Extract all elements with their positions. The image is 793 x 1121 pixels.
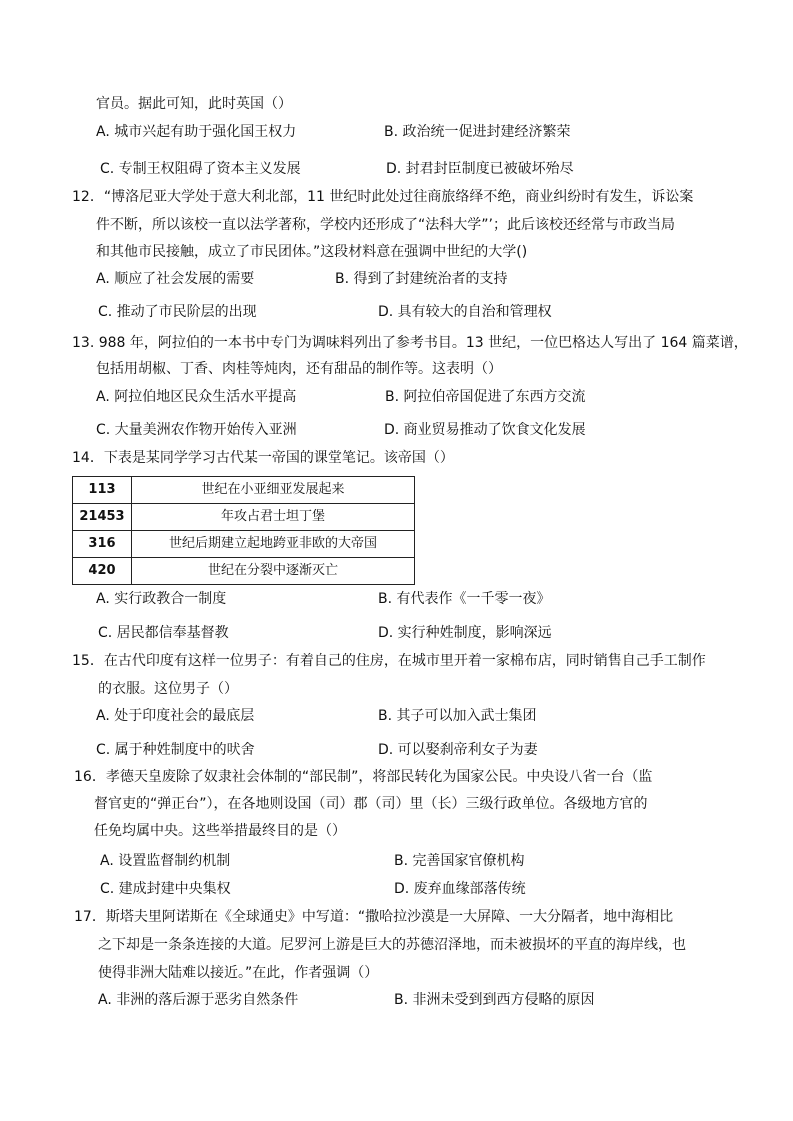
- q16-stem-line-3: 任免均属中央。这些举措最终目的是（）: [94, 823, 346, 839]
- q17-option-a: A. 非洲的落后源于恶劣自然条件: [98, 992, 299, 1008]
- q12-option-c: C. 推动了市民阶层的出现: [98, 304, 257, 320]
- q12-stem-line-3: 和其他市民接触，成立了市民团体。”这段材料意在强调中世纪的大学(): [96, 244, 528, 260]
- q16-option-a: A. 设置监督制约机制: [100, 853, 231, 869]
- q12-option-a: A. 顺应了社会发展的需要: [96, 271, 255, 287]
- q13-stem-line-2: 包括用胡椒、丁香、肉桂等炖肉，还有甜品的制作等。这表明（）: [96, 361, 502, 377]
- q14-option-a: A. 实行政教合一制度: [96, 591, 227, 607]
- q16-option-b: B. 完善国家官僚机构: [394, 853, 525, 869]
- q15-option-c: C. 属于种姓制度中的吠舍: [96, 742, 255, 758]
- q14-option-b: B. 有代表作《一千零一夜》: [378, 591, 551, 607]
- q15-stem-line-1: 15．在古代印度有这样一位男子：有着自己的住房，在城市里开着一家棉布店，同时销售自己手工制作: [72, 653, 706, 669]
- q17-option-b: B. 非洲未受到到西方侵略的原因: [394, 992, 595, 1008]
- table-cell-key: 420: [73, 558, 132, 585]
- q17-stem-line-3: 使得非洲大陆难以接近。”在此，作者强调（）: [98, 965, 379, 981]
- q12-option-b: B. 得到了封建统治者的支持: [335, 271, 508, 287]
- table-cell-key: 21453: [73, 504, 132, 531]
- table-cell-value: 世纪在分裂中逐渐灭亡: [132, 558, 415, 585]
- q17-stem-line-1: 17．斯塔夫里阿诺斯在《全球通史》中写道：“撒哈拉沙漠是一大屏障、一大分隔者，地中海相比: [74, 909, 674, 925]
- table-cell-value: 世纪后期建立起地跨亚非欧的大帝国: [132, 531, 415, 558]
- q11-stem-tail: 官员。据此可知，此时英国（）: [96, 96, 292, 112]
- q11-option-d: D. 封君封臣制度已被破坏殆尽: [386, 161, 574, 177]
- table-row: [73, 504, 415, 531]
- q17-stem-line-2: 之下却是一条条连接的大道。尼罗河上游是巨大的苏德沼泽地，而未被损坏的平直的海岸线，也: [98, 937, 686, 953]
- q12-option-d: D. 具有较大的自治和管理权: [378, 304, 552, 320]
- table-cell-value: 年攻占君士坦丁堡: [132, 504, 415, 531]
- q12-stem-line-1: 12．“博洛尼亚大学处于意大利北部，11 世纪时此处过往商旅络绎不绝，商业纠纷时有发生，诉讼案: [72, 189, 694, 205]
- table-cell-key: 316: [73, 531, 132, 558]
- q15-option-d: D. 可以娶刹帝利女子为妻: [378, 742, 538, 758]
- q13-option-c: C. 大量美洲农作物开始传入亚洲: [96, 422, 297, 438]
- q16-option-c: C. 建成封建中央集权: [100, 881, 231, 897]
- table-row: [73, 477, 415, 504]
- q13-option-d: D. 商业贸易推动了饮食文化发展: [384, 422, 586, 438]
- q16-stem-line-1: 16．孝德天皇废除了奴隶社会体制的“部民制”，将部民转化为国家公民。中央设八省一台（监: [74, 769, 653, 785]
- q11-option-c: C. 专制王权阻碍了资本主义发展: [100, 161, 301, 177]
- q16-option-d: D. 废弃血缘部落传统: [394, 881, 526, 897]
- q14-option-c: C. 居民都信奉基督教: [98, 625, 229, 641]
- table-row: [73, 558, 415, 585]
- q12-stem-line-2: 件不断，所以该校一直以法学著称，学校内还形成了“法科大学”’；此后该校还经常与市政当局: [96, 217, 675, 233]
- q11-option-b: B. 政治统一促进封建经济繁荣: [384, 124, 571, 140]
- q15-option-b: B. 其子可以加入武士集团: [378, 708, 537, 724]
- q14-notes-table: [72, 476, 415, 585]
- table-cell-key: 113: [73, 477, 132, 504]
- table-row: [73, 531, 415, 558]
- q15-option-a: A. 处于印度社会的最底层: [96, 708, 255, 724]
- q11-option-a: A. 城市兴起有助于强化国王权力: [96, 124, 297, 140]
- q16-stem-line-2: 督官吏的“弹正台”），在各地则设国（司）郡（司）里（长）三级行政单位。各级地方官的: [94, 796, 648, 812]
- q13-stem-line-1: 13. 988 年，阿拉伯的一本书中专门为调味料列出了参考书目。13 世纪，一位巴格达人写出了 164 篇菜谱，: [72, 335, 748, 351]
- q13-option-a: A. 阿拉伯地区民众生活水平提高: [96, 389, 297, 405]
- q15-stem-line-2: 的衣服。这位男子（）: [98, 681, 238, 697]
- q13-option-b: B. 阿拉伯帝国促进了东西方交流: [385, 389, 586, 405]
- table-cell-value: 世纪在小亚细亚发展起来: [132, 477, 415, 504]
- q14-stem-line-1: 14．下表是某同学学习古代某一帝国的课堂笔记。该帝国（）: [72, 450, 454, 466]
- q14-option-d: D. 实行种姓制度，影响深远: [378, 625, 552, 641]
